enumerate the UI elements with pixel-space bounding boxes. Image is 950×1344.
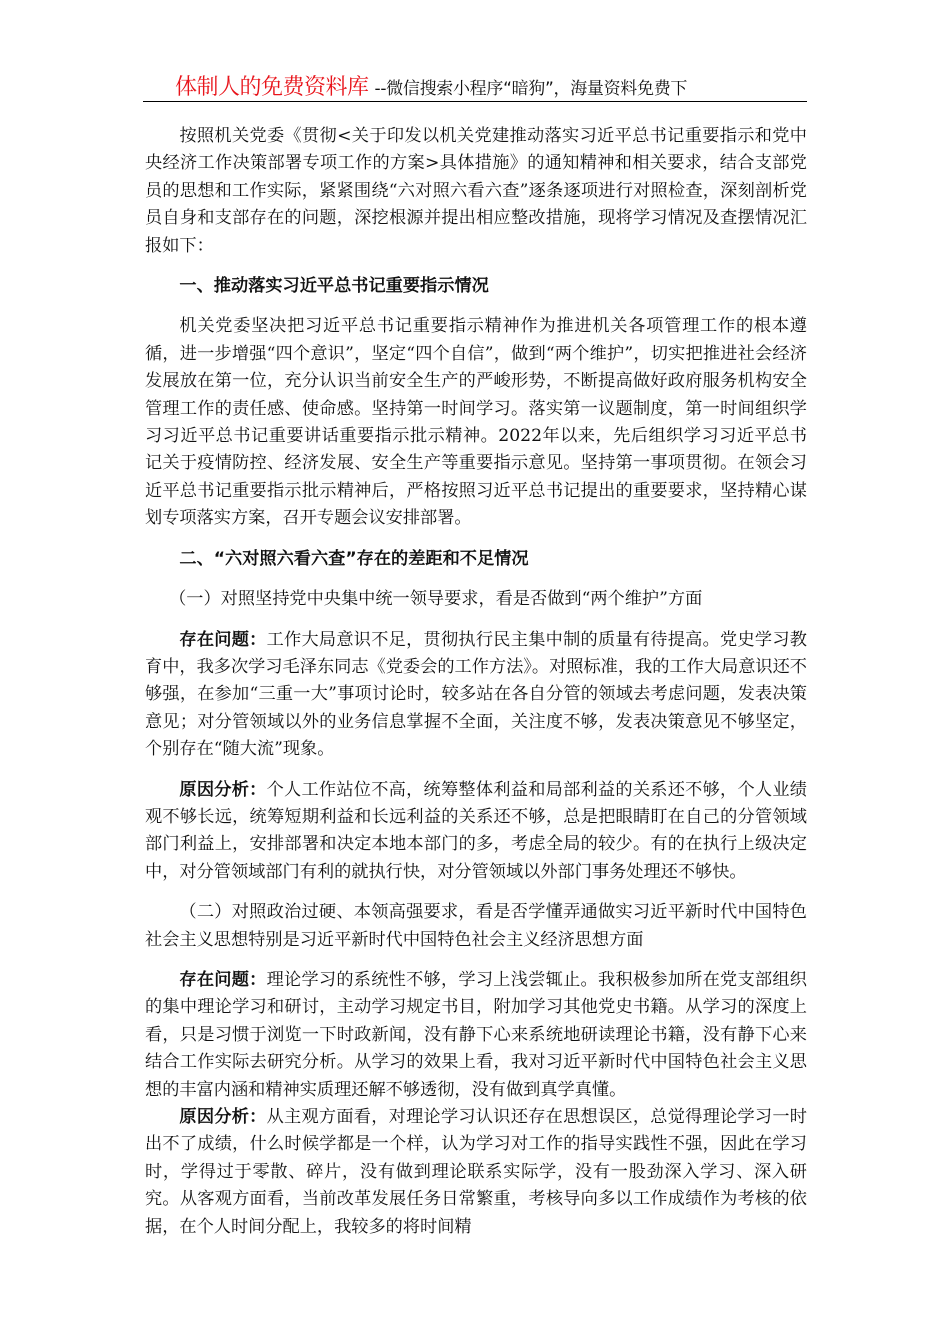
subsection-2-title: （二）对照政治过硬、本领高强要求，看是否学懂弄通做实习近平新时代中国特色社会主义思想特别是习近平新时代中国特色社会主义经济思想方面 [145, 902, 807, 950]
cause-label: 原因分析： [179, 1107, 267, 1127]
section-1-heading: 一、推动落实习近平总书记重要指示情况 [179, 276, 489, 297]
subsection-1-problem [145, 627, 807, 764]
subsection-2-cause [145, 1104, 807, 1241]
section-2-heading: 二、“六对照六看六查”存在的差距和不足情况 [179, 548, 529, 569]
problem-label: 存在问题： [179, 969, 267, 990]
cause-text: 从主观方面看，对理论学习认识还存在思想误区，总觉得理论学习一时出不了成绩，什么时候学都是一个样，认为学习对工作的指导实践性不强，因此在学习时，学得过于零散、碎片，没有做到理论联系实际学，没有一股劲深入学习、深入研究。从客观方面看，当前改革发展任务日常繁重，考核导向多以工作成绩作为考核的依据，在个人时间分配上，我较多的将时间精 [145, 1107, 807, 1237]
header-tagline: --微信搜索小程序“暗狗”，海量资料免费下 [374, 79, 688, 99]
header-divider [143, 101, 807, 102]
document-body [145, 123, 807, 1254]
problem-text: 理论学习的系统性不够，学习上浅尝辄止。我积极参加所在党支部组织的集中理论学习和研讨，主动学习规定书目，附加学习其他党史书籍。从学习的深度上看，只是习惯于浏览一下时政新闻，没有静下心来系统地研读理论书籍，没有静下心来结合工作实际去研究分析。从学习的效果上看，我对习近平新时代中国特色社会主义思想的丰富内涵和精神实质理还解不够透彻，没有做到真学真懂。 [145, 969, 807, 1100]
section-1-paragraph: 机关党委坚决把习近平总书记重要指示精神作为推进机关各项管理工作的根本遵循，进一步增强“四个意识”，坚定“四个自信”，做到“两个维护”，切实把推进社会经济发展放在第一位，充分认识当前安全生产的严峻形势，不断提高做好政府服务机构安全管理工作的责任感、使命感。坚持第一时间学习。落实第一议题制度，第一时间组织学习习近平总书记重要讲话重要指示批示精神。2022年以来，先后组织学习习近平总书记关于疫情防控、经济发展、安全生产等重要指示意见。坚持第一事项贯彻。在领会习近平总书记重要指示批示精神后，严格按照习近平总书记提出的重要要求，坚持精心谋划专项落实方案，召开专题会议安排部署。 [145, 316, 807, 529]
subsection-1-cause [145, 777, 807, 887]
subsection-2-problem [145, 967, 807, 1104]
subsection-1-title: （一）对照坚持党中央集中统一领导要求，看是否做到“两个维护”方面 [169, 589, 703, 610]
cause-text: 个人工作站位不高，统筹整体利益和局部利益的关系还不够，个人业绩观不够长远，统筹短期利益和长远利益的关系还不够，总是把眼睛盯在自己的分管领域部门利益上，安排部署和决定本地本部门的多，考虑全局的较少。有的在执行上级决定中，对分管领域部门有利的就执行快，对分管领域以外部门事务处理还不够快。 [145, 779, 807, 882]
cause-label: 原因分析： [179, 779, 267, 800]
page-header [145, 70, 805, 102]
problem-label: 存在问题： [179, 629, 267, 650]
problem-text: 工作大局意识不足，贯彻执行民主集中制的质量有待提高。党史学习教育中，我多次学习毛泽东同志《党委会的工作方法》。对照标准，我的工作大局意识还不够强，在参加“三重一大”事项讨论时，较多站在各自分管的领域去考虑问题，发表决策意见；对分管领域以外的业务信息掌握不全面，关注度不够，发表决策意见不够坚定，个别存在“随大流”现象。 [145, 629, 807, 760]
intro-paragraph: 按照机关党委《贯彻<关于印发以机关党建推动落实习近平总书记重要指示和党中央经济工作决策部署专项工作的方案>具体措施》的通知精神和相关要求，结合支部党员的思想和工作实际，紧紧围绕“六对照六看六查”逐条逐项进行对照检查，深刻剖析党员自身和支部存在的问题，深挖根源并提出相应整改措施，现将学习情况及查摆情况汇报如下： [145, 126, 807, 256]
header-brand: 体制人的免费资料库 [175, 75, 369, 100]
